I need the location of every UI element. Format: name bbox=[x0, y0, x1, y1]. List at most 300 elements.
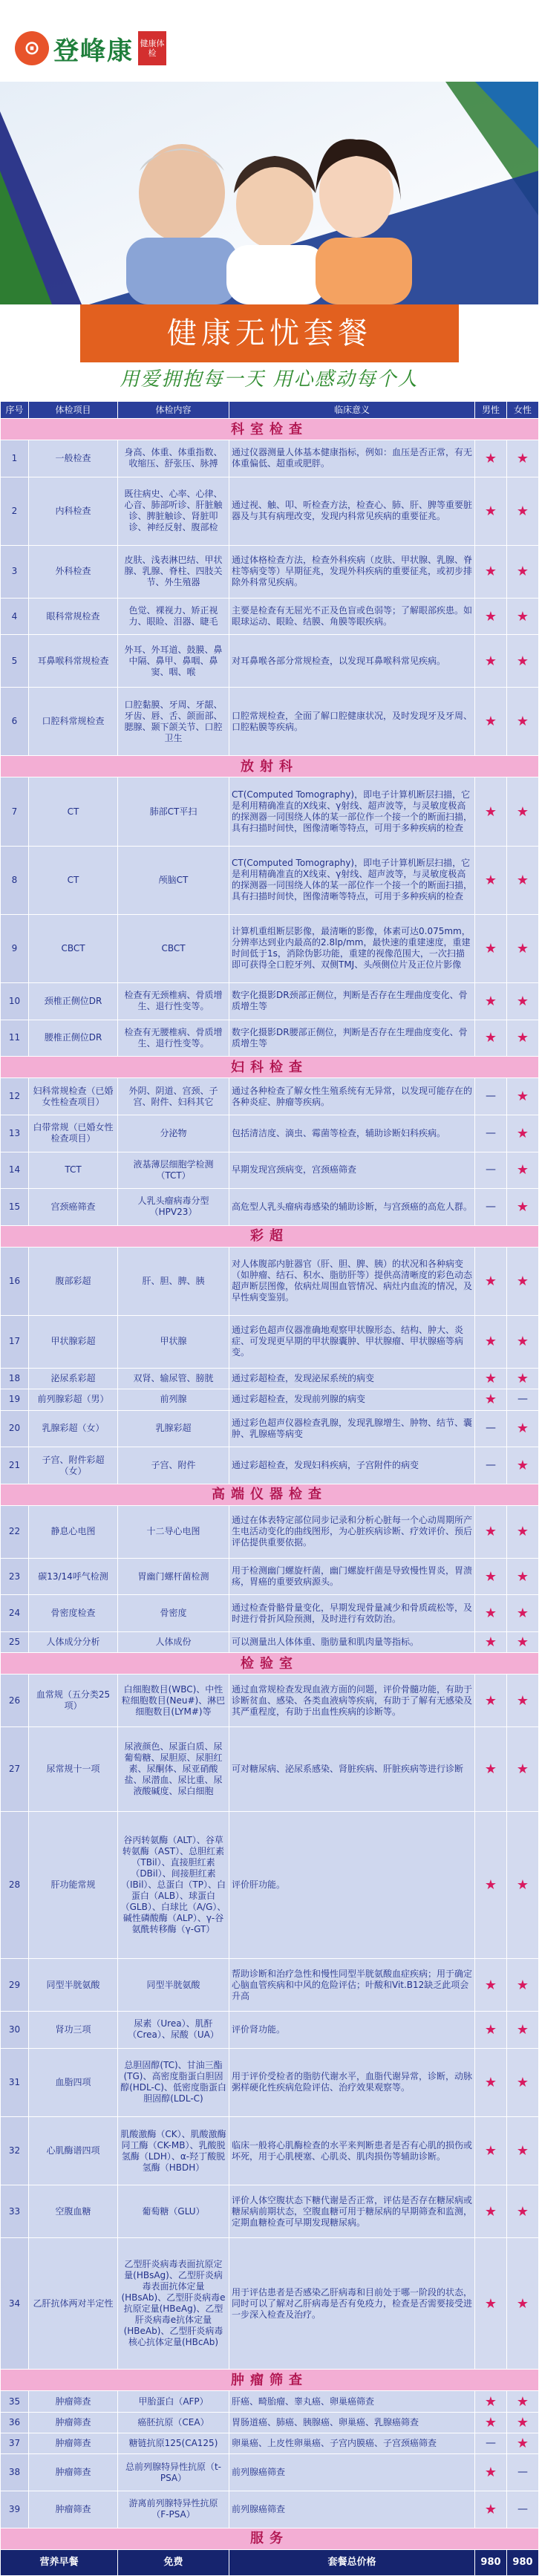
female-mark: ★ bbox=[507, 1189, 539, 1226]
table-row bbox=[1, 983, 539, 1020]
exam-item: 血脂四项 bbox=[29, 2048, 118, 2116]
exam-content: 身高、体重、体重指数、收缩压、舒张压、脉搏 bbox=[118, 440, 229, 477]
female-mark: ★ bbox=[507, 1505, 539, 1558]
table-row bbox=[1, 1558, 539, 1595]
exam-content: 子宫、附件 bbox=[118, 1447, 229, 1484]
table-row bbox=[1, 477, 539, 545]
exam-content: 分泌物 bbox=[118, 1115, 229, 1152]
clinical-significance: 用于评估患者是否感染乙肝病毒和目前处于哪一阶段的状态，同时可以了解对乙肝病毒是否有免疫力，检查是否需要接受进一步深入检查及治疗。 bbox=[229, 2238, 475, 2370]
row-index: 10 bbox=[1, 983, 29, 1020]
exam-item: 一般检查 bbox=[29, 440, 118, 477]
row-index: 33 bbox=[1, 2185, 29, 2238]
brand-tag: 健康体检 bbox=[138, 31, 166, 65]
row-index: 30 bbox=[1, 2012, 29, 2049]
exam-item: 颈椎正侧位DR bbox=[29, 983, 118, 1020]
clinical-significance: 前列腺癌筛查 bbox=[229, 2454, 475, 2491]
clinical-significance: 通过彩超检查，发现前列腺的病变 bbox=[229, 1389, 475, 1410]
section-title: 科室检查 bbox=[1, 419, 539, 440]
row-index: 16 bbox=[1, 1247, 29, 1315]
female-mark: ★ bbox=[507, 545, 539, 598]
exam-content: 甲胎蛋白（AFP） bbox=[118, 2391, 229, 2412]
exam-item: 子宫、附件彩超（女） bbox=[29, 1447, 118, 1484]
section-title: 高端仪器检查 bbox=[1, 1484, 539, 1505]
table-row bbox=[1, 1675, 539, 1727]
section-row bbox=[1, 1653, 539, 1675]
exam-item: 肿瘤筛查 bbox=[29, 2391, 118, 2412]
exam-item: 心肌酶谱四项 bbox=[29, 2116, 118, 2185]
row-index: 26 bbox=[1, 1675, 29, 1727]
clinical-significance: CT(Computed Tomography)，即电子计算机断层扫描，它是利用精确准直的X线束、γ射线、超声波等，与灵敏度极高的探测器一同围绕人体的某一部位作一个接一个的断面扫描，具有扫描时间快，图像清晰等特点，可用于多种疾病的检查 bbox=[229, 846, 475, 914]
row-index: 29 bbox=[1, 1959, 29, 2012]
table-row bbox=[1, 2238, 539, 2370]
section-title: 妇科检查 bbox=[1, 1057, 539, 1078]
exam-item: 静息心电图 bbox=[29, 1505, 118, 1558]
table-row bbox=[1, 2185, 539, 2238]
exam-content: 前列腺 bbox=[118, 1389, 229, 1410]
slogan: 用爱拥抱每一天 用心感动每个人 bbox=[120, 368, 419, 391]
exam-content: 葡萄糖（GLU） bbox=[118, 2185, 229, 2238]
female-mark: ★ bbox=[507, 983, 539, 1020]
male-mark: ★ bbox=[475, 477, 507, 545]
row-index: 36 bbox=[1, 2412, 29, 2433]
female-price: 980 bbox=[507, 2549, 539, 2575]
row-index: 18 bbox=[1, 1368, 29, 1389]
female-mark: ★ bbox=[507, 2412, 539, 2433]
clinical-significance: 数字化摄影DR颈部正侧位，判断是否存在生理曲度变化、骨质增生等 bbox=[229, 983, 475, 1020]
male-mark: — bbox=[475, 1447, 507, 1484]
exam-content: 同型半胱氨酸 bbox=[118, 1959, 229, 2012]
table-row bbox=[1, 598, 539, 635]
exam-item: 肿瘤筛查 bbox=[29, 2491, 118, 2528]
female-mark: ★ bbox=[507, 1959, 539, 2012]
row-index: 22 bbox=[1, 1505, 29, 1558]
row-index: 21 bbox=[1, 1447, 29, 1484]
table-row bbox=[1, 1595, 539, 1632]
female-mark: ★ bbox=[507, 1447, 539, 1484]
exam-content: 总胆固醇(TC)、甘油三酯(TG)、高密度脂蛋白胆固醇(HDL-C)、低密度脂蛋白胆固醇(LDL-C) bbox=[118, 2048, 229, 2116]
clinical-significance: 通过彩超检查，发现妇科疾病，子宫附件的病变 bbox=[229, 1447, 475, 1484]
clinical-significance: 评价肝功能。 bbox=[229, 1811, 475, 1959]
hero-photo bbox=[0, 82, 538, 304]
exam-item: 腰椎正侧位DR bbox=[29, 1020, 118, 1057]
exam-item: 肿瘤筛查 bbox=[29, 2433, 118, 2454]
male-mark: ★ bbox=[475, 2116, 507, 2185]
row-index: 20 bbox=[1, 1410, 29, 1447]
exam-item: 碳13/14呼气检测 bbox=[29, 1558, 118, 1595]
table-row bbox=[1, 2412, 539, 2433]
female-mark: — bbox=[507, 2491, 539, 2528]
brand-logo bbox=[15, 28, 166, 68]
male-mark: ★ bbox=[475, 2391, 507, 2412]
row-index: 9 bbox=[1, 914, 29, 982]
table-body bbox=[1, 419, 539, 2576]
exam-item: 肿瘤筛查 bbox=[29, 2412, 118, 2433]
clinical-significance: 通过视、触、叩、听检查方法，检查心、肺、肝、脾等重要脏器及与其有病理改变，发现内科常见疾病的重要征兆。 bbox=[229, 477, 475, 545]
clinical-significance: 通过检查骨骼骨量变化，早期发现骨量减少和骨质疏松等，及时进行骨折风险预测，及时进行有效防治。 bbox=[229, 1595, 475, 1632]
section-row bbox=[1, 1057, 539, 1078]
section-title: 彩超 bbox=[1, 1225, 539, 1247]
clinical-significance: 包括清洁度、滴虫、霉菌等检查，辅助诊断妇科疾病。 bbox=[229, 1115, 475, 1152]
male-mark: — bbox=[475, 2433, 507, 2454]
section-row bbox=[1, 1225, 539, 1247]
female-mark: ★ bbox=[507, 688, 539, 756]
table-row bbox=[1, 1447, 539, 1484]
table-row bbox=[1, 1368, 539, 1389]
table-row bbox=[1, 914, 539, 982]
clinical-significance: 计算机重组断层影像，最清晰的影像，体素可达0.075mm，分辨率达到业内最高的2.8lp/mm，最快速的重建速度，重建时间低于1s，消除伪影功能，重建的视像范围大，一次扫描即可获得全口腔牙列、双侧TMJ、头颅侧位片及正位片影像 bbox=[229, 914, 475, 982]
exam-content: 肝、胆、脾、胰 bbox=[118, 1247, 229, 1315]
exam-content: 检查有无颈椎病、骨质增生、退行性变等。 bbox=[118, 983, 229, 1020]
brand-mark-icon: ⊙ bbox=[15, 31, 49, 65]
header bbox=[0, 0, 538, 391]
female-mark: ★ bbox=[507, 1115, 539, 1152]
exam-item: 外科检查 bbox=[29, 545, 118, 598]
female-mark: ★ bbox=[507, 1410, 539, 1447]
female-mark: ★ bbox=[507, 477, 539, 545]
male-mark: ★ bbox=[475, 1959, 507, 2012]
row-index: 35 bbox=[1, 2391, 29, 2412]
exam-item: 耳鼻喉科常规检查 bbox=[29, 635, 118, 688]
male-mark: ★ bbox=[475, 598, 507, 635]
exam-item: 内科检查 bbox=[29, 477, 118, 545]
row-index: 2 bbox=[1, 477, 29, 545]
male-mark: ★ bbox=[475, 1368, 507, 1389]
female-mark: ★ bbox=[507, 2012, 539, 2049]
exam-content: 胃幽门螺杆菌检测 bbox=[118, 1558, 229, 1595]
breakfast-value: 免费 bbox=[118, 2549, 229, 2575]
exam-item: CT bbox=[29, 846, 118, 914]
clinical-significance: 通过彩色超声仪器准确地观察甲状腺形态、结构、肿大、炎症、可发现更早期的甲状腺囊肿、甲状腺瘤、甲状腺癌等病变。 bbox=[229, 1315, 475, 1368]
row-index: 11 bbox=[1, 1020, 29, 1057]
row-index: 4 bbox=[1, 598, 29, 635]
exam-item: 甲状腺彩超 bbox=[29, 1315, 118, 1368]
male-mark: ★ bbox=[475, 688, 507, 756]
row-index: 8 bbox=[1, 846, 29, 914]
row-index: 38 bbox=[1, 2454, 29, 2491]
table-row bbox=[1, 1115, 539, 1152]
clinical-significance: 临床一般将心肌酶检查的水平来判断患者是否有心肌的损伤或坏死，用于心肌梗塞、心肌炎、肌肉损伤等辅助诊断。 bbox=[229, 2116, 475, 2185]
exam-item: 骨密度检查 bbox=[29, 1595, 118, 1632]
section-row bbox=[1, 1484, 539, 1505]
row-index: 39 bbox=[1, 2491, 29, 2528]
row-index: 23 bbox=[1, 1558, 29, 1595]
clinical-significance: 通过彩色超声仪器检查乳腺，发现乳腺增生、肿物、结节、囊肿、乳腺癌等病变 bbox=[229, 1410, 475, 1447]
exam-item: 人体成分分析 bbox=[29, 1631, 118, 1652]
female-mark: ★ bbox=[507, 635, 539, 688]
clinical-significance: 可对糖尿病、泌尿系感染、肾脏疾病、肝脏疾病等进行诊断 bbox=[229, 1727, 475, 1811]
section-title: 放射科 bbox=[1, 756, 539, 777]
male-mark: ★ bbox=[475, 2412, 507, 2433]
table-row bbox=[1, 1410, 539, 1447]
exam-item: 肝功能常规 bbox=[29, 1811, 118, 1959]
exam-content: 人乳头瘤病毒分型（HPV23） bbox=[118, 1189, 229, 1226]
row-index: 32 bbox=[1, 2116, 29, 2185]
clinical-significance: 主要是检查有无屈光不正及色盲或色弱等；了解眼部疾患。如眼球运动、眼睑、结膜、角膜等眼疾病。 bbox=[229, 598, 475, 635]
clinical-significance: 胃肠道癌、肺癌、胰腺癌、卵巢癌、乳腺癌筛查 bbox=[229, 2412, 475, 2433]
clinical-significance: 通过各种检查了解女性生殖系统有无异常，以发现可能存在的各种炎症、肿瘤等疾病。 bbox=[229, 1078, 475, 1115]
clinical-significance: 评价肾功能。 bbox=[229, 2012, 475, 2049]
clinical-significance: 通过在体表特定部位同步记录和分析心脏每一个心动周期所产生电活动变化的曲线图形，为心脏疾病诊断、疗效评价、预后评估提供重要依据。 bbox=[229, 1505, 475, 1558]
row-index: 6 bbox=[1, 688, 29, 756]
female-mark: ★ bbox=[507, 1811, 539, 1959]
female-mark: ★ bbox=[507, 1675, 539, 1727]
male-mark: ★ bbox=[475, 983, 507, 1020]
male-mark: — bbox=[475, 1189, 507, 1226]
row-index: 25 bbox=[1, 1631, 29, 1652]
female-mark: ★ bbox=[507, 1631, 539, 1652]
male-mark: ★ bbox=[475, 914, 507, 982]
exam-content: 癌胚抗原（CEA） bbox=[118, 2412, 229, 2433]
exam-content: 既往病史、心率、心律、心音、肺部听诊、肝脏触诊、脾脏触诊、肾脏叩诊、神经反射、腹部检 bbox=[118, 477, 229, 545]
exam-item: 前列腺彩超（男） bbox=[29, 1389, 118, 1410]
exam-content: 总前列腺特异性抗原（t-PSA） bbox=[118, 2454, 229, 2491]
male-mark: — bbox=[475, 1152, 507, 1189]
clinical-significance: 通过血常规检查发现血液方面的问题，评价骨髓功能，有助于诊断贫血、感染、各类血液病等疾病，有助于了解有无感染及其严重程度，有助于出血性疾病的诊断等。 bbox=[229, 1675, 475, 1727]
exam-content: 检查有无腰椎病、骨质增生、退行性变等。 bbox=[118, 1020, 229, 1057]
exam-content: 乙型肝炎病毒表面抗原定量(HBsAg)、乙型肝炎病毒表面抗体定量(HBsAb)、乙型肝炎病毒e抗原定量(HBeAg)、乙型肝炎病毒e抗体定量(HBeAb)、乙型肝炎病毒核心抗体定量(HBcAb) bbox=[118, 2238, 229, 2370]
exam-content: 骨密度 bbox=[118, 1595, 229, 1632]
exam-content: 肌酸激酶（CK）、肌酸激酶同工酶（CK-MB）、乳酸脱氢酶（LDH）、α-羟丁酸脱氢酶（HBDH） bbox=[118, 2116, 229, 2185]
section-title: 肿瘤筛查 bbox=[1, 2370, 539, 2391]
male-mark: ★ bbox=[475, 635, 507, 688]
exam-item: 尿常规十一项 bbox=[29, 1727, 118, 1811]
clinical-significance: 对人体腹部内脏器官（肝、胆、脾、胰）的状况和各种病变（如肿瘤、结石、积水、脂肪肝等）提供高清晰度的彩色动态超声断层图像，依病灶周围血管情况、病灶内血流的情况，及早性病变鉴别。 bbox=[229, 1247, 475, 1315]
row-index: 7 bbox=[1, 777, 29, 846]
exam-item: CT bbox=[29, 777, 118, 846]
female-mark: ★ bbox=[507, 2185, 539, 2238]
table-row bbox=[1, 1389, 539, 1410]
male-mark: — bbox=[475, 1410, 507, 1447]
male-mark: ★ bbox=[475, 1505, 507, 1558]
female-mark: ★ bbox=[507, 1595, 539, 1632]
male-mark: ★ bbox=[475, 2048, 507, 2116]
table-row bbox=[1, 1505, 539, 1558]
clinical-significance: 卵巢癌、上皮性卵巢癌、子宫内膜癌、子宫颈癌筛查 bbox=[229, 2433, 475, 2454]
clinical-significance: CT(Computed Tomography)，即电子计算机断层扫描，它是利用精确准直的X线束、γ射线、超声波等，与灵敏度极高的探测器一同围绕人体的某一部位作一个接一个的断面扫描，具有扫描时间快，图像清晰等特点，可用于多种疾病的检查 bbox=[229, 777, 475, 846]
female-mark: ★ bbox=[507, 2116, 539, 2185]
clinical-significance: 通过彩超检查，发现泌尿系统的病变 bbox=[229, 1368, 475, 1389]
exam-content: 甲状腺 bbox=[118, 1315, 229, 1368]
male-mark: ★ bbox=[475, 2185, 507, 2238]
male-mark: ★ bbox=[475, 846, 507, 914]
header-index: 序号 bbox=[1, 402, 29, 419]
male-mark: — bbox=[475, 1078, 507, 1115]
male-mark: ★ bbox=[475, 1315, 507, 1368]
exam-item: TCT bbox=[29, 1152, 118, 1189]
table-row bbox=[1, 1189, 539, 1226]
row-index: 3 bbox=[1, 545, 29, 598]
female-mark: ★ bbox=[507, 914, 539, 982]
package-title: 健康无忧套餐 bbox=[167, 316, 372, 350]
exam-item: 乙肝抗体两对半定性 bbox=[29, 2238, 118, 2370]
footer-row bbox=[1, 2549, 539, 2575]
row-index: 17 bbox=[1, 1315, 29, 1368]
section-row bbox=[1, 2528, 539, 2549]
female-mark: ★ bbox=[507, 1020, 539, 1057]
exam-content: 尿素（Urea）、肌酐（Crea）、尿酸（UA） bbox=[118, 2012, 229, 2049]
exam-item: 腹部彩超 bbox=[29, 1247, 118, 1315]
clinical-significance: 早期发现宫颈病变，宫颈癌筛查 bbox=[229, 1152, 475, 1189]
male-mark: ★ bbox=[475, 1631, 507, 1652]
table-row bbox=[1, 1315, 539, 1368]
female-mark: ★ bbox=[507, 1315, 539, 1368]
table-row bbox=[1, 1811, 539, 1959]
table-row bbox=[1, 777, 539, 846]
exam-content: 皮肤、浅表淋巴结、甲状腺、乳腺、脊柱、四肢关节、外生殖器 bbox=[118, 545, 229, 598]
clinical-significance: 肝癌、畸胎瘤、睾丸癌、卵巢癌筛查 bbox=[229, 2391, 475, 2412]
clinical-significance: 口腔常规检查，全面了解口腔健康状况，及时发现牙及牙周、口腔粘膜等疾病。 bbox=[229, 688, 475, 756]
female-mark: — bbox=[507, 1389, 539, 1410]
row-index: 1 bbox=[1, 440, 29, 477]
section-row bbox=[1, 2370, 539, 2391]
female-mark: ★ bbox=[507, 846, 539, 914]
header-significance: 临床意义 bbox=[229, 402, 475, 419]
male-mark: ★ bbox=[475, 545, 507, 598]
clinical-significance: 帮助诊断和治疗急性和慢性同型半胱氨酸血症疾病；用于确定心脑血管疾病和中风的危险评估；叶酸和Vit.B12缺乏此项会升高 bbox=[229, 1959, 475, 2012]
clinical-significance: 用于检测幽门螺旋杆菌，幽门螺旋杆菌是导致慢性胃炎，胃溃疡，胃癌的重要致病源头。 bbox=[229, 1558, 475, 1595]
male-mark: ★ bbox=[475, 1389, 507, 1410]
table-row bbox=[1, 545, 539, 598]
exam-item: 乳腺彩超（女） bbox=[29, 1410, 118, 1447]
male-mark: ★ bbox=[475, 1558, 507, 1595]
exam-item: 白带常规（已婚女性检查项目） bbox=[29, 1115, 118, 1152]
exam-content: CBCT bbox=[118, 914, 229, 982]
exam-content: 双肾、输尿管、膀胱 bbox=[118, 1368, 229, 1389]
table-row bbox=[1, 2391, 539, 2412]
female-mark: ★ bbox=[507, 2238, 539, 2370]
male-mark: ★ bbox=[475, 440, 507, 477]
exam-item: 口腔科常规检查 bbox=[29, 688, 118, 756]
exam-item: 宫颈癌筛查 bbox=[29, 1189, 118, 1226]
male-mark: — bbox=[475, 1115, 507, 1152]
male-mark: ★ bbox=[475, 777, 507, 846]
female-mark: ★ bbox=[507, 2391, 539, 2412]
section-row bbox=[1, 756, 539, 777]
exam-item: 同型半胱氨酸 bbox=[29, 1959, 118, 2012]
male-mark: ★ bbox=[475, 1020, 507, 1057]
clinical-significance: 数字化摄影DR腰部正侧位，判断是否存在生理曲度变化、骨质增生等 bbox=[229, 1020, 475, 1057]
row-index: 34 bbox=[1, 2238, 29, 2370]
row-index: 15 bbox=[1, 1189, 29, 1226]
exam-content: 肺部CT平扫 bbox=[118, 777, 229, 846]
table-row bbox=[1, 635, 539, 688]
clinical-significance: 评价人体空腹状态下糖代谢是否正常，评估是否存在糖尿病或糖尿病前期状态，空腹血糖可用于糖尿病的早期筛查和监测，定期血糖检查可早期发现糖尿病。 bbox=[229, 2185, 475, 2238]
female-mark: — bbox=[507, 2454, 539, 2491]
exam-content: 液基薄层细胞学检测（TCT） bbox=[118, 1152, 229, 1189]
table-row bbox=[1, 1152, 539, 1189]
male-mark: ★ bbox=[475, 1811, 507, 1959]
exam-item: 空腹血糖 bbox=[29, 2185, 118, 2238]
female-mark: ★ bbox=[507, 2048, 539, 2116]
table-row bbox=[1, 1631, 539, 1652]
table-row bbox=[1, 2048, 539, 2116]
exam-content: 十二导心电图 bbox=[118, 1505, 229, 1558]
male-mark: ★ bbox=[475, 1247, 507, 1315]
exam-table bbox=[0, 401, 539, 2576]
exam-content: 游离前列腺特异性抗原（F-PSA） bbox=[118, 2491, 229, 2528]
row-index: 14 bbox=[1, 1152, 29, 1189]
row-index: 13 bbox=[1, 1115, 29, 1152]
title-banner bbox=[80, 304, 459, 362]
row-index: 37 bbox=[1, 2433, 29, 2454]
table-row bbox=[1, 1727, 539, 1811]
table-row bbox=[1, 688, 539, 756]
clinical-significance: 可以测量出人体体重、脂肪量和肌肉量等指标。 bbox=[229, 1631, 475, 1652]
clinical-significance: 通过体格检查方法，检查外科疾病（皮肤、甲状腺、乳腺、脊柱等病变等）早期征兆，发现外科疾病的重要征兆，或初步排除外科常见疾病。 bbox=[229, 545, 475, 598]
exam-content: 外阴、阴道、宫颈、子宫、附件、妇科其它 bbox=[118, 1078, 229, 1115]
exam-content: 尿液颜色、尿蛋白质、尿葡萄糖、尿胆原、尿胆红素、尿酮体、尿亚硝酸盐、尿潜血、尿比重、尿液酸碱度、尿白细胞 bbox=[118, 1727, 229, 1811]
header-male: 男性 bbox=[475, 402, 507, 419]
table-header-row bbox=[1, 402, 539, 419]
male-mark: ★ bbox=[475, 1727, 507, 1811]
table-row bbox=[1, 846, 539, 914]
exam-content: 人体成份 bbox=[118, 1631, 229, 1652]
row-index: 5 bbox=[1, 635, 29, 688]
male-price: 980 bbox=[475, 2549, 507, 2575]
female-mark: ★ bbox=[507, 1727, 539, 1811]
female-mark: ★ bbox=[507, 1078, 539, 1115]
table-row bbox=[1, 440, 539, 477]
clinical-significance: 高危型人乳头瘤病毒感染的辅助诊断，与宫颈癌的高危人群。 bbox=[229, 1189, 475, 1226]
exam-item: CBCT bbox=[29, 914, 118, 982]
female-mark: ★ bbox=[507, 1247, 539, 1315]
table-row bbox=[1, 2116, 539, 2185]
exam-content: 外耳、外耳道、鼓膜、鼻中隔、鼻甲、鼻咽、鼻窦、咽、喉 bbox=[118, 635, 229, 688]
exam-content: 颅脑CT bbox=[118, 846, 229, 914]
exam-content: 口腔黏膜、牙周、牙龈、牙齿、唇、舌、颌面部、腮腺、颞下颌关节、口腔卫生 bbox=[118, 688, 229, 756]
exam-item: 血常规（五分类25项） bbox=[29, 1675, 118, 1727]
clinical-significance: 对耳鼻喉各部分常规检查，以发现耳鼻喉科常见疾病。 bbox=[229, 635, 475, 688]
exam-content: 乳腺彩超 bbox=[118, 1410, 229, 1447]
section-title: 服务 bbox=[1, 2528, 539, 2549]
breakfast-label: 营养早餐 bbox=[1, 2549, 118, 2575]
section-title: 检验室 bbox=[1, 1653, 539, 1675]
total-price-label: 套餐总价格 bbox=[229, 2549, 475, 2575]
clinical-significance: 前列腺癌筛查 bbox=[229, 2491, 475, 2528]
table-row bbox=[1, 2454, 539, 2491]
exam-item: 肿瘤筛查 bbox=[29, 2454, 118, 2491]
male-mark: ★ bbox=[475, 1675, 507, 1727]
female-mark: ★ bbox=[507, 1368, 539, 1389]
male-mark: ★ bbox=[475, 2454, 507, 2491]
table-row bbox=[1, 2491, 539, 2528]
row-index: 12 bbox=[1, 1078, 29, 1115]
female-mark: ★ bbox=[507, 598, 539, 635]
header-content: 体检内容 bbox=[118, 402, 229, 419]
exam-content: 谷丙转氨酶（ALT）、谷草转氨酶（AST）、总胆红素（TBil）、直接胆红素（DBil）、间接胆红素（IBil）、总蛋白（TP）、白蛋白（ALB）、球蛋白（GLB）、白球比（A/G）、碱性磷酸酶（ALP）、γ-谷氨酰转移酶（γ-GT） bbox=[118, 1811, 229, 1959]
clinical-significance: 通过仪器测量人体基本健康指标，例如：血压是否正常，有无体重偏低、超重或肥胖。 bbox=[229, 440, 475, 477]
row-index: 19 bbox=[1, 1389, 29, 1410]
exam-content: 色觉、裸视力、矫正视力、眼睑、泪器、睫毛 bbox=[118, 598, 229, 635]
exam-item: 泌尿系彩超 bbox=[29, 1368, 118, 1389]
female-mark: ★ bbox=[507, 440, 539, 477]
header-item: 体检项目 bbox=[29, 402, 118, 419]
exam-content: 糖链抗原125(CA125) bbox=[118, 2433, 229, 2454]
exam-item: 眼科常规检查 bbox=[29, 598, 118, 635]
male-mark: ★ bbox=[475, 2491, 507, 2528]
female-mark: ★ bbox=[507, 1152, 539, 1189]
table-row bbox=[1, 1078, 539, 1115]
table-row bbox=[1, 2433, 539, 2454]
male-mark: ★ bbox=[475, 2012, 507, 2049]
table-row bbox=[1, 1247, 539, 1315]
female-mark: ★ bbox=[507, 777, 539, 846]
male-mark: ★ bbox=[475, 1595, 507, 1632]
clinical-significance: 用于评价受检者的脂肪代谢水平，血脂代谢异常，诊断，动脉粥样硬化性疾病危险评估、治疗效果观察等。 bbox=[229, 2048, 475, 2116]
exam-content: 白细胞数目(WBC)、中性粒细胞数目(Neu#)、淋巴细胞数目(LYM#)等 bbox=[118, 1675, 229, 1727]
exam-item: 肾功三项 bbox=[29, 2012, 118, 2049]
table-row bbox=[1, 1020, 539, 1057]
